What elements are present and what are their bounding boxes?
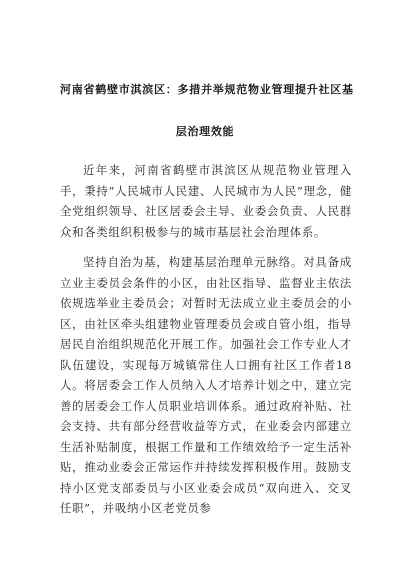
document-title-line-2: 层治理效能 [175, 125, 235, 138]
document-title-line-1: 河南省鹤壁市淇滨区：多措并举规范物业管理提升社区基 [60, 83, 354, 96]
paragraph-self-governance: 坚持自治为基，构建基层治理单元脉络。对具备成立业主委员会条件的小区，由社区指导、监督业主依法依规选举业主委员会；对暂时无法成立业主委员会的小区，由社区牵头组建物业管理委员会或自管小组，指导居民自治组织规范化开展工作。加强社会工作专业人才队伍建设，实现每万城镇常住人口拥有社区工作者18人。将居委会工作人员纳入人才培养计划之中，建立完善的居委会工作人员职业培训体系。通过政府补贴、社会支持、共有部分经营收益等方式，在业委会内部建立生活补贴制度，根据工作量和工作绩效给予一定生活补贴，推动业委会正常运作并持续发挥积极作用。鼓励支持小区党支部委员与小区业委会成员“双向进入、交叉任职”，并吸纳小区老党员参 [60, 255, 352, 515]
paragraph-intro: 近年来，河南省鹤壁市淇滨区从规范物业管理入手，秉持“人民城市人民建、人民城市为人民”理念，健全党组织领导、社区居委会主导、业委会负责、人民群众和各类组织积极参与的城市基层社会治理体系。 [60, 163, 352, 239]
document-body [60, 160, 352, 529]
